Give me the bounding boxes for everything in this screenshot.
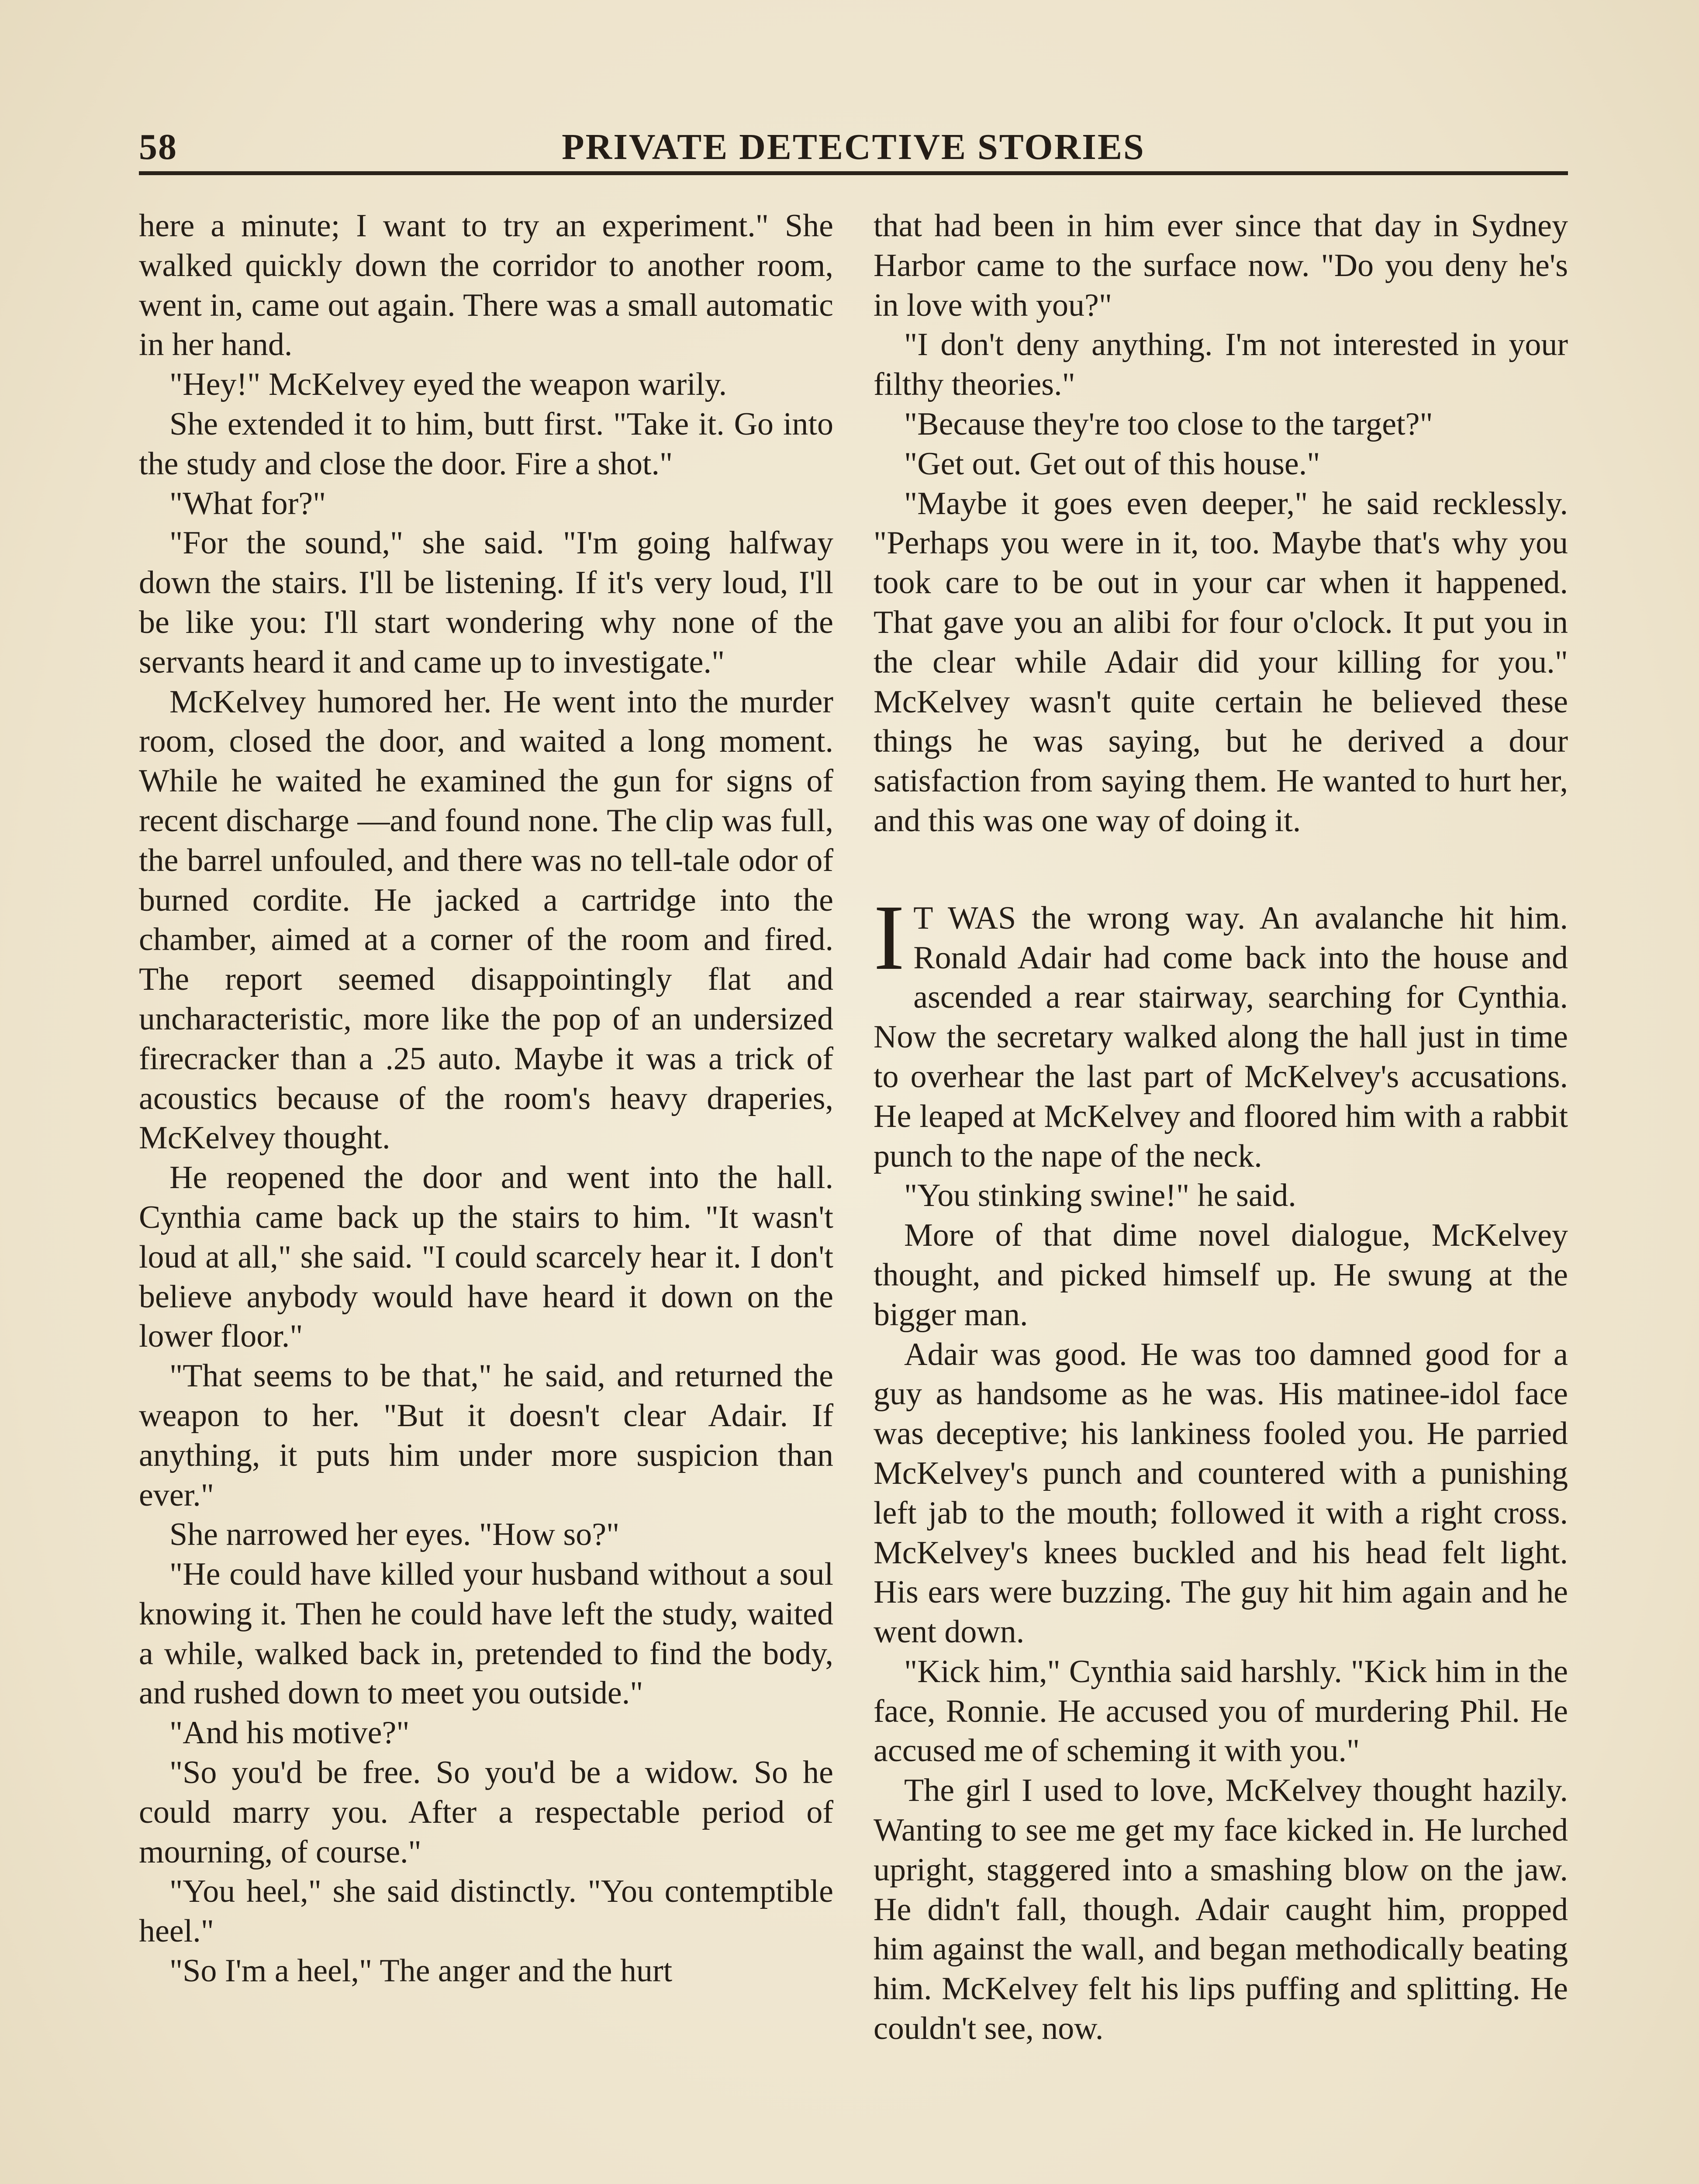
paragraph: "I don't deny anything. I'm not interested in your filthy theories." [874,327,1568,403]
header-rule [139,171,1568,175]
paragraph: "You heel," she said distinctly. "You contemptible heel." [139,1873,833,1949]
paragraph: "You stinking swine!" he said. [904,1178,1296,1214]
paragraph: "Get out. Get out of this house." [904,446,1320,482]
section-opening-text: T WAS the wrong way. An avalanche hit him. Ronald Adair had come back into the house and ascended a rear stairway, searching for Cynthia. Now the secretary walked along the hall just in time to overhear the last part of McKelvey's accusations. He leaped at McKelvey and floored him with a rabbit punch to the nape of the neck. [874,900,1568,1174]
paragraph: that had been in him ever since that day in Sydney Harbor came to the surface now. "Do you deny he's in love with you?" [874,208,1568,323]
paragraph: Adair was good. He was too damned good for a guy as handsome as he was. His matinee-idol face was deceptive; his lankiness fooled you. He parried McKelvey's punch and countered with a punishing left jab to the mouth; followed it with a right cross. McKelvey's knees buckled and his head felt light. His ears were buzzing. The guy hit him again and he went down. [874,1336,1568,1650]
paragraph: "And his motive?" [169,1715,410,1751]
paragraph: He reopened the door and went into the hall. Cynthia came back up the stairs to him. "It wasn't loud at all," she said. "I could scarcely hear it. I don't believe anybody would have heard it down on the lower floor." [139,1160,833,1355]
paragraph: "So you'd be free. So you'd be a widow. So he could marry you. After a respectable period of mourning, of course." [139,1755,833,1870]
paragraph: McKelvey humored her. He went into the murder room, closed the door, and waited a long moment. While he waited he examined the gun for signs of recent discharge —and found none. The clip was full, the barrel unfouled, and there was no tell-tale odor of burned cordite. He jacked a cartridge into the chamber, aimed at a corner of the room and fired. The report seemed disappointingly flat and uncharacteristic, more like the pop of an undersized firecracker than a .25 auto. Maybe it was a trick of acoustics because of the room's heavy draperies, McKelvey thought. [139,684,833,1156]
paragraph: "Because they're too close to the target?" [904,406,1433,442]
page-number: 58 [139,127,177,167]
paragraph: here a minute; I want to try an experiment." She walked quickly down the corridor to another room, went in, came out again. There was a small automatic in her hand. [139,208,833,363]
running-header [139,118,1568,170]
paragraph: "For the sound," she said. "I'm going halfway down the stairs. I'll be listening. If it's very loud, I'll be like you: I'll start wondering why none of the servants heard it and came up to investigate." [139,525,833,680]
paragraph: "What for?" [169,485,326,522]
paragraph: She narrowed her eyes. "How so?" [169,1517,620,1553]
paragraph: She extended it to him, butt first. "Take it. Go into the study and close the door. Fire a shot." [139,406,833,482]
paragraph: "Maybe it goes even deeper," he said recklessly. "Perhaps you were in it, too. Maybe that's why you took care to be out in your car when it happened. That gave you an alibi for four o'clock. It put you in the clear while Adair did your killing for you." McKelvey wasn't quite certain he believed these things he was saying, but he derived a dour satisfaction from saying them. He wanted to hurt her, and this was one way of doing it. [874,485,1568,839]
section-opening-paragraph [874,885,1568,1176]
paragraph: More of that dime novel dialogue, McKelvey thought, and picked himself up. He swung at the bigger man. [874,1217,1568,1333]
paragraph: "That seems to be that," he said, and returned the weapon to her. "But it doesn't clear Adair. If anything, it puts him under more suspicion than ever." [139,1358,833,1513]
paragraph: "Hey!" McKelvey eyed the weapon warily. [169,366,727,403]
paragraph: "He could have killed your husband without a soul knowing it. Then he could have left the study, waited a while, walked back in, pretended to find the body, and rushed down to meet you outside." [139,1556,833,1711]
right-column [874,206,1568,2049]
paragraph: "Kick him," Cynthia said harshly. "Kick him in the face, Ronnie. He accused you of murdering Phil. He accused me of scheming it with you." [874,1653,1568,1769]
running-title: PRIVATE DETECTIVE STORIES [562,127,1145,167]
paragraph: The girl I used to love, McKelvey thought hazily. Wanting to see me get my face kicked in. He lurched upright, staggered into a smashing blow on the jaw. He didn't fall, though. Adair caught him, propped him against the wall, and began methodically beating him. McKelvey felt his lips puffing and splitting. He couldn't see, now. [874,1773,1568,2047]
left-column [139,206,833,1991]
paragraph: "So I'm a heel," The anger and the hurt [169,1953,673,1989]
drop-cap: I [874,885,905,989]
